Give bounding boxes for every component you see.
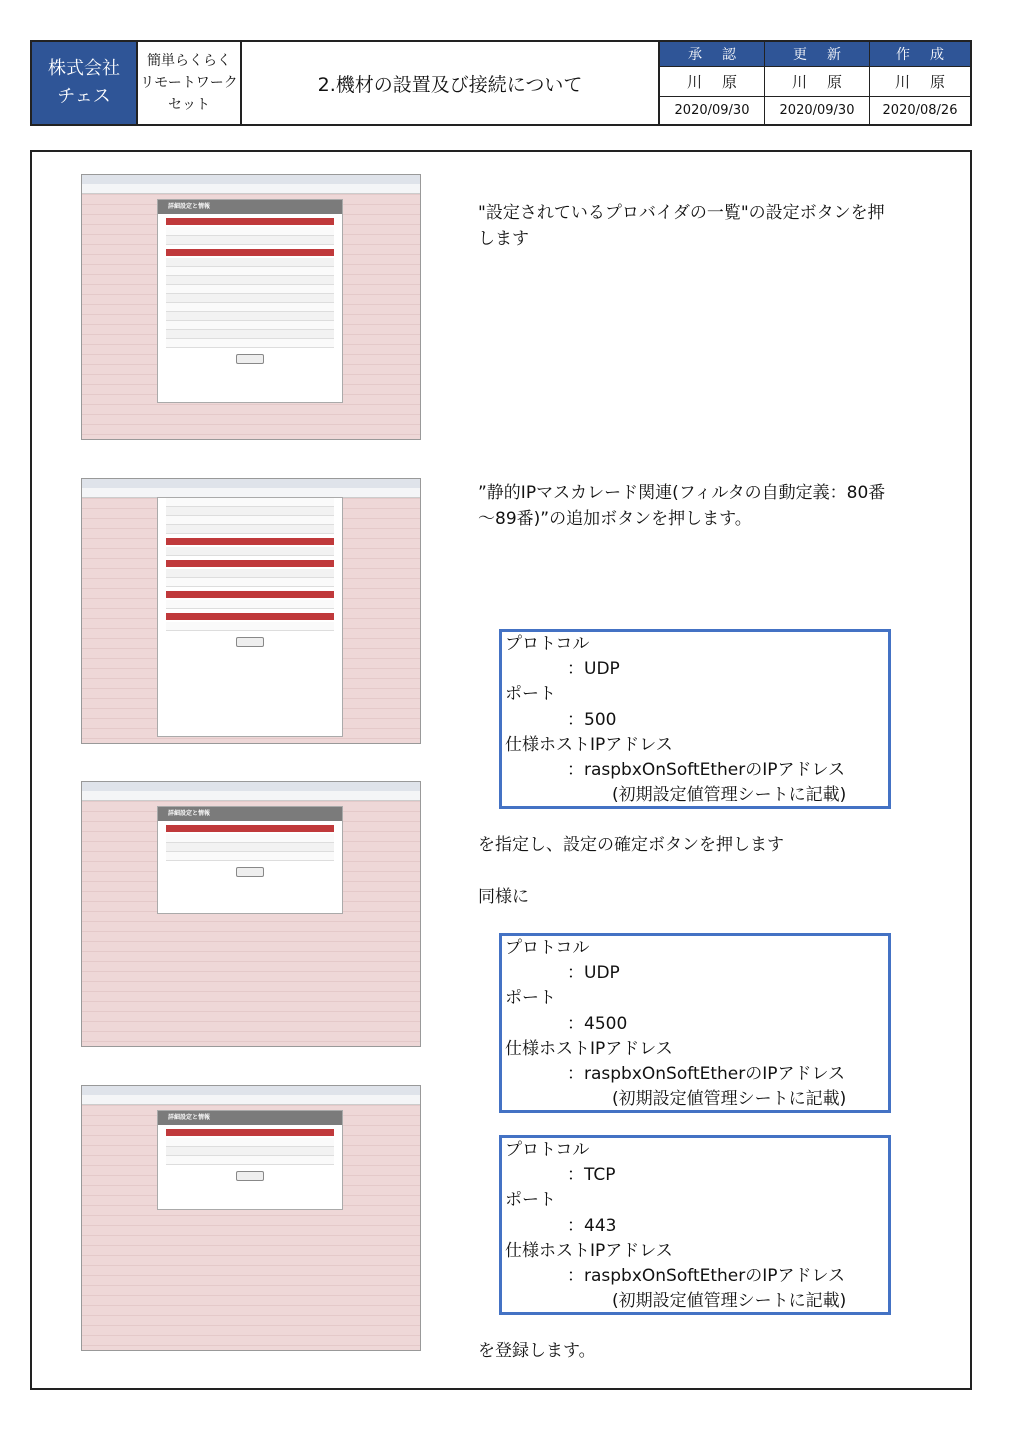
settings-box-tcp-443 xyxy=(499,1135,891,1315)
protocol-label: プロトコル xyxy=(505,938,590,958)
protocol-value: ：UDP xyxy=(567,659,620,680)
form-row xyxy=(166,516,334,525)
message-row xyxy=(166,1147,334,1156)
router-settings-panel xyxy=(157,1110,343,1210)
table-row xyxy=(166,312,334,321)
browser-address-bar xyxy=(82,1095,420,1105)
table-row xyxy=(166,330,334,339)
form-row xyxy=(166,547,334,556)
protocol-value: ：UDP xyxy=(567,963,620,984)
created-stamp xyxy=(870,42,970,124)
stamp-name: 川原 xyxy=(870,67,970,97)
section-header-bar xyxy=(166,538,334,545)
screenshot-provider-list xyxy=(81,174,421,440)
router-settings-panel xyxy=(157,199,343,403)
table-row xyxy=(166,227,334,236)
host-label: 仕様ホストIPアドレス xyxy=(505,734,673,755)
ip-masquerade-header-bar xyxy=(166,591,334,598)
form-row xyxy=(166,600,334,609)
section-header-bar xyxy=(166,218,334,225)
browser-tab-bar xyxy=(82,782,420,791)
form-row xyxy=(166,525,334,534)
product-line2: リモートワーク xyxy=(140,75,238,91)
instruction-step1: "設定されているプロバイダの一覧"の設定ボタンを押します xyxy=(478,203,885,249)
form-row xyxy=(166,843,334,852)
router-settings-panel xyxy=(157,497,343,737)
table-row xyxy=(166,276,334,285)
form-row xyxy=(166,498,334,507)
table-row xyxy=(166,339,334,348)
host-note: (初期設定値管理シートに記載) xyxy=(612,1291,847,1312)
confirm-settings-button[interactable] xyxy=(236,867,264,877)
port-value: ：443 xyxy=(567,1215,617,1236)
section-header-bar xyxy=(166,560,334,567)
form-row xyxy=(166,507,334,516)
host-label: 仕様ホストIPアドレス xyxy=(505,1240,673,1261)
instruction-step4: 同様に xyxy=(478,887,529,907)
panel-title: 詳細設定と情報 xyxy=(158,807,342,821)
port-label: ポート xyxy=(505,684,556,705)
approval-stamp xyxy=(660,42,765,124)
message-row xyxy=(166,1138,334,1147)
browser-address-bar xyxy=(82,184,420,194)
instruction-step2: ”静的IPマスカレード関連(フィルタの自動定義：80番～89番)”の追加ボタンを押します。 xyxy=(478,483,886,529)
browser-tab-bar xyxy=(82,479,420,488)
update-stamp xyxy=(765,42,870,124)
table-row xyxy=(166,294,334,303)
screenshot-ip-masquerade-section xyxy=(81,478,421,744)
section-header-bar xyxy=(166,249,334,256)
settings-box-udp-4500 xyxy=(499,933,891,1113)
port-label: ポート xyxy=(505,1190,556,1211)
browser-tab-bar xyxy=(82,1086,420,1095)
company-name-line2: チェス xyxy=(57,86,111,107)
protocol-value: ：TCP xyxy=(567,1165,616,1186)
port-value: ：500 xyxy=(567,709,617,730)
form-row xyxy=(166,578,334,587)
protocol-label: プロトコル xyxy=(505,634,590,654)
settings-box-udp-500 xyxy=(499,629,891,809)
document-title: 2.機材の設置及び接続について xyxy=(242,42,660,124)
instruction-step3: を指定し、設定の確定ボタンを押します xyxy=(478,835,784,855)
document-header xyxy=(30,40,972,126)
confirm-settings-button[interactable] xyxy=(236,637,264,647)
protocol-label: プロトコル xyxy=(505,1140,590,1160)
port-value: ：4500 xyxy=(567,1013,628,1034)
stamp-date: 2020/08/26 xyxy=(882,102,958,118)
table-row xyxy=(166,285,334,294)
stamp-label: 更新 xyxy=(765,42,869,67)
table-row xyxy=(166,236,334,245)
instruction-step5: を登録します。 xyxy=(478,1341,596,1361)
message-row xyxy=(166,1156,334,1165)
router-settings-panel xyxy=(157,806,343,914)
host-value: ：raspbxOnSoftEtherのIPアドレス xyxy=(567,1064,845,1085)
section-header-bar xyxy=(166,613,334,620)
host-note: (初期設定値管理シートに記載) xyxy=(612,1089,847,1110)
panel-title: 詳細設定と情報 xyxy=(158,1111,342,1125)
host-note: (初期設定値管理シートに記載) xyxy=(612,785,847,806)
browser-tab-bar xyxy=(82,175,420,184)
screenshot-masquerade-registration xyxy=(81,781,421,1047)
table-row xyxy=(166,303,334,312)
product-line3: セット xyxy=(168,97,210,113)
host-label: 仕様ホストIPアドレス xyxy=(505,1038,673,1059)
form-row xyxy=(166,834,334,843)
table-row xyxy=(166,258,334,267)
stamp-label: 承認 xyxy=(660,42,764,67)
product-cell xyxy=(138,42,242,124)
port-label: ポート xyxy=(505,988,556,1009)
back-button[interactable] xyxy=(236,1171,264,1181)
stamp-date: 2020/09/30 xyxy=(779,102,855,118)
screenshot-masquerade-result xyxy=(81,1085,421,1351)
section-header-bar xyxy=(166,825,334,832)
company-cell xyxy=(32,42,138,124)
section-header-bar xyxy=(166,1129,334,1136)
stamp-name: 川原 xyxy=(765,67,869,97)
table-row xyxy=(166,267,334,276)
form-row xyxy=(166,852,334,861)
panel-title: 詳細設定と情報 xyxy=(158,200,342,214)
host-value: ：raspbxOnSoftEtherのIPアドレス xyxy=(567,760,845,781)
product-line1: 簡単らくらく xyxy=(147,53,231,69)
back-to-top-button[interactable] xyxy=(236,354,264,364)
stamp-name: 川原 xyxy=(660,67,764,97)
form-row xyxy=(166,622,334,631)
table-row xyxy=(166,321,334,330)
stamp-date: 2020/09/30 xyxy=(674,102,750,118)
company-name-line1: 株式会社 xyxy=(48,58,120,79)
form-row xyxy=(166,569,334,578)
stamp-label: 作成 xyxy=(870,42,970,67)
host-value: ：raspbxOnSoftEtherのIPアドレス xyxy=(567,1266,845,1287)
browser-address-bar xyxy=(82,791,420,801)
